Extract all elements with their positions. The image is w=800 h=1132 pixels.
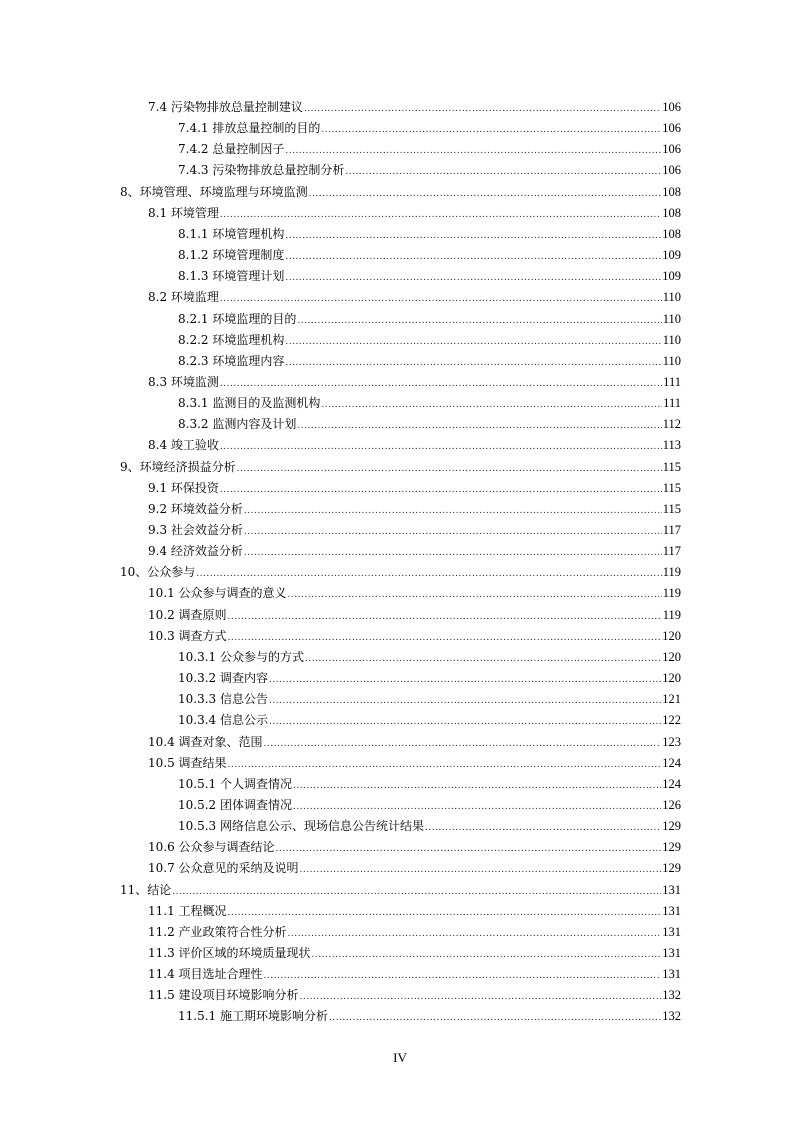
dot-leader: [300, 858, 662, 879]
toc-entry[interactable]: [148, 605, 681, 626]
toc-entry[interactable]: [178, 224, 681, 245]
toc-entry-page: 120: [662, 649, 681, 664]
toc-entry-title: 11.3 评价区域的环境质量现状: [148, 946, 311, 960]
toc-entry-page: 129: [662, 840, 681, 855]
toc-entry[interactable]: [178, 309, 681, 330]
dot-leader: [309, 182, 662, 203]
dot-leader: [172, 880, 661, 901]
toc-entry-title: 7.4.3 污染物排放总量控制分析: [178, 163, 345, 178]
page-number: IV: [393, 1050, 407, 1065]
toc-entry-page: 108: [662, 226, 681, 241]
toc-entry-page: 106: [662, 163, 681, 178]
toc-entry-page: 122: [662, 713, 681, 728]
toc-entry[interactable]: [148, 499, 681, 520]
dot-leader: [288, 583, 662, 604]
toc-entry-page: 115: [662, 480, 681, 495]
toc-entry[interactable]: [148, 435, 681, 456]
dot-leader: [329, 1006, 661, 1027]
toc-entry-title: 8.3 环境监测: [148, 374, 219, 389]
dot-leader: [220, 203, 661, 224]
toc-entry-title: 10.3.4 信息公示: [178, 713, 268, 728]
toc-entry-page: 106: [662, 142, 681, 157]
dot-leader: [300, 985, 662, 1006]
toc-entry-page: 109: [662, 248, 681, 263]
dot-leader: [269, 668, 661, 689]
toc-entry-title: 8、环境管理、环境监理与环境监测: [120, 184, 308, 199]
toc-entry-title: 10.3.2 调查内容: [178, 671, 268, 686]
toc-entry[interactable]: [178, 668, 681, 689]
toc-entry-page: 108: [662, 205, 681, 220]
toc-entry-page: 131: [662, 882, 681, 897]
toc-entry[interactable]: [178, 330, 681, 351]
dot-leader: [285, 266, 661, 287]
toc-entry-title: 10.1 公众参与调查的意义: [148, 586, 287, 601]
toc-entry[interactable]: [148, 541, 681, 562]
toc-entry[interactable]: [148, 985, 681, 1006]
toc-entry[interactable]: [148, 732, 681, 753]
toc-entry[interactable]: [178, 774, 681, 795]
toc-entry-title: 10.5.2 团体调查情况: [178, 797, 292, 812]
toc-entry-page: 115: [662, 459, 681, 474]
toc-entry-page: 106: [662, 121, 681, 136]
toc-entry-title: 10.6 公众参与调查结论: [148, 840, 275, 855]
toc-entry-page: 132: [662, 1009, 681, 1024]
toc-entry-page: 120: [662, 628, 681, 643]
toc-entry-title: 10.2 调查原则: [148, 607, 227, 622]
toc-entry-title: 8.2.3 环境监理内容: [178, 353, 285, 368]
toc-entry-title: 8.1.1 环境管理机构: [178, 226, 285, 241]
toc-entry-title: 8.4 竣工验收: [148, 438, 219, 453]
dot-leader: [269, 710, 661, 731]
toc-entry-title: 10.3.1 公众参与的方式: [178, 649, 304, 664]
dot-leader: [297, 414, 661, 435]
dot-leader: [220, 478, 662, 499]
toc-entry-page: 132: [662, 988, 681, 1003]
toc-entry[interactable]: [148, 97, 681, 118]
toc-entry-page: 124: [662, 755, 681, 770]
toc-entry-page: 109: [662, 269, 681, 284]
dot-leader: [321, 118, 661, 139]
toc-entry[interactable]: [178, 160, 681, 181]
toc-entry-title: 8.2.2 环境监理机构: [178, 332, 285, 347]
toc-entry[interactable]: [148, 287, 681, 308]
dot-leader: [305, 647, 661, 668]
toc-entry-title: 8.1 环境管理: [148, 205, 219, 220]
toc-entry-title: 11、结论: [120, 882, 172, 897]
toc-entry-title: 10.5 调查结果: [148, 755, 227, 770]
dot-leader: [196, 562, 661, 583]
toc-entry-title: 9、环境经济损益分析: [120, 459, 236, 474]
dot-leader: [220, 435, 662, 456]
toc-entry[interactable]: [178, 710, 681, 731]
dot-leader: [228, 901, 662, 922]
toc-entry-page: 120: [662, 671, 681, 686]
dot-leader: [285, 139, 661, 160]
toc-entry[interactable]: [148, 964, 681, 985]
dot-leader: [297, 309, 661, 330]
toc-entry-page: 123: [662, 734, 681, 749]
toc-entry-title: 11.1 工程概况: [148, 903, 227, 918]
toc-entry-page: 110: [662, 332, 681, 347]
toc-entry-title: 10.3 调查方式: [148, 628, 227, 643]
toc-entry-title: 9.1 环保投资: [148, 480, 219, 495]
toc-entry-page: 124: [662, 776, 681, 791]
toc-entry[interactable]: [120, 562, 681, 583]
toc-entry-page: 111: [663, 396, 681, 411]
dot-leader: [220, 287, 662, 308]
toc-entry-title: 7.4.2 总量控制因子: [178, 142, 285, 157]
toc-entry[interactable]: [148, 478, 681, 499]
toc-entry[interactable]: [178, 795, 681, 816]
toc-entry[interactable]: [120, 880, 681, 901]
toc-entry-page: 119: [662, 565, 681, 580]
toc-entry[interactable]: [148, 520, 681, 541]
dot-leader: [285, 330, 661, 351]
toc-entry-title: 11.5.1 施工期环境影响分析: [178, 1009, 328, 1024]
dot-leader: [228, 626, 662, 647]
toc-entry-page: 119: [662, 607, 681, 622]
toc-entry-title: 9.3 社会效益分析: [148, 523, 243, 537]
toc-entry-title: 8.2.1 环境监理的目的: [178, 311, 297, 326]
dot-leader: [304, 97, 661, 118]
toc-entry-title: 10.3.3 信息公告: [178, 692, 268, 707]
toc-entry-title: 8.3.2 监测内容及计划: [178, 417, 297, 432]
toc-entry-title: 9.2 环境效益分析: [148, 501, 243, 516]
toc-entry-page: 131: [662, 967, 681, 982]
toc-entry-page: 110: [662, 290, 681, 305]
dot-leader: [264, 732, 662, 753]
toc-entry[interactable]: [178, 118, 681, 139]
toc-entry-title: 8.1.3 环境管理计划: [178, 269, 285, 284]
toc-entry-title: 7.4.1 排放总量控制的目的: [178, 121, 321, 136]
dot-leader: [276, 837, 662, 858]
toc-entry-title: 10.5.1 个人调查情况: [178, 776, 292, 791]
toc-entry-page: 131: [662, 946, 681, 960]
toc-entry-page: 126: [662, 797, 681, 812]
toc-entry-title: 11.5 建设项目环境影响分析: [148, 988, 299, 1003]
toc-entry-page: 129: [662, 819, 681, 834]
toc-entry-title: 9.4 经济效益分析: [148, 544, 243, 559]
toc-entry-page: 110: [662, 353, 681, 368]
toc-entry[interactable]: [148, 901, 681, 922]
toc-entry-title: 11.2 产业政策符合性分析: [148, 924, 287, 939]
toc-entry-title: 10、公众参与: [120, 565, 196, 580]
toc-entry[interactable]: [178, 689, 681, 710]
toc-entry-page: 131: [662, 903, 681, 918]
toc-entry[interactable]: [178, 139, 681, 160]
toc-entry[interactable]: [178, 266, 681, 287]
dot-leader: [228, 605, 662, 626]
dot-leader: [220, 372, 662, 393]
toc-entry-page: 110: [662, 311, 681, 326]
toc-entry-page: 112: [662, 417, 681, 432]
toc-entry-title: 8.1.2 环境管理制度: [178, 248, 285, 263]
dot-leader: [285, 245, 661, 266]
dot-leader: [288, 922, 662, 943]
toc-entry[interactable]: [178, 393, 681, 414]
toc-entry[interactable]: [120, 182, 681, 203]
toc-entry-title: 10.7 公众意见的采纳及说明: [148, 861, 299, 876]
toc-entry-page: 111: [663, 374, 681, 389]
toc-entry[interactable]: [148, 943, 681, 964]
toc-entry-page: 115: [662, 501, 681, 516]
toc-entry[interactable]: [178, 1006, 681, 1027]
toc-entry-title: 8.2 环境监理: [148, 290, 219, 305]
toc-entry[interactable]: [178, 351, 681, 372]
toc-entry-title: 8.3.1 监测目的及监测机构: [178, 396, 321, 411]
toc-entry[interactable]: [120, 457, 681, 478]
toc-entry-page: 106: [662, 100, 681, 114]
toc-entry-title: 7.4 污染物排放总量控制建议: [148, 100, 303, 114]
dot-leader: [269, 689, 661, 710]
toc-entry[interactable]: [148, 583, 681, 604]
dot-leader: [285, 351, 661, 372]
toc-entry-page: 131: [662, 924, 681, 939]
toc-entry-title: 10.5.3 网络信息公示、现场信息公告统计结果: [178, 819, 424, 834]
toc-entry[interactable]: [148, 837, 681, 858]
toc-entry-page: 121: [662, 692, 681, 707]
toc-entry[interactable]: [148, 203, 681, 224]
dot-leader: [228, 753, 662, 774]
toc-entry-page: 117: [662, 523, 681, 537]
dot-leader: [264, 964, 662, 985]
dot-leader: [244, 499, 662, 520]
toc-entry[interactable]: [148, 372, 681, 393]
dot-leader: [293, 795, 661, 816]
dot-leader: [244, 520, 662, 541]
toc-entry[interactable]: [178, 245, 681, 266]
dot-leader: [285, 224, 661, 245]
dot-leader: [293, 774, 661, 795]
toc-entry-page: 119: [662, 586, 681, 601]
toc-entry-page: 117: [662, 544, 681, 559]
toc-entry-page: 129: [662, 861, 681, 876]
dot-leader: [425, 816, 661, 837]
dot-leader: [312, 943, 662, 964]
toc-entry[interactable]: [178, 414, 681, 435]
toc-entry-title: 10.4 调查对象、范围: [148, 734, 263, 749]
toc-entry[interactable]: [178, 816, 681, 837]
toc-entry-page: 113: [662, 438, 681, 453]
dot-leader: [244, 541, 662, 562]
toc-entry[interactable]: [148, 753, 681, 774]
toc-entry[interactable]: [148, 858, 681, 879]
toc-entry-page: 108: [662, 184, 681, 199]
dot-leader: [237, 457, 662, 478]
toc-entry[interactable]: [148, 626, 681, 647]
toc-entry[interactable]: [148, 922, 681, 943]
dot-leader: [321, 393, 662, 414]
toc-entry[interactable]: [178, 647, 681, 668]
toc-entry-title: 11.4 项目选址合理性: [148, 967, 263, 982]
dot-leader: [345, 160, 661, 181]
